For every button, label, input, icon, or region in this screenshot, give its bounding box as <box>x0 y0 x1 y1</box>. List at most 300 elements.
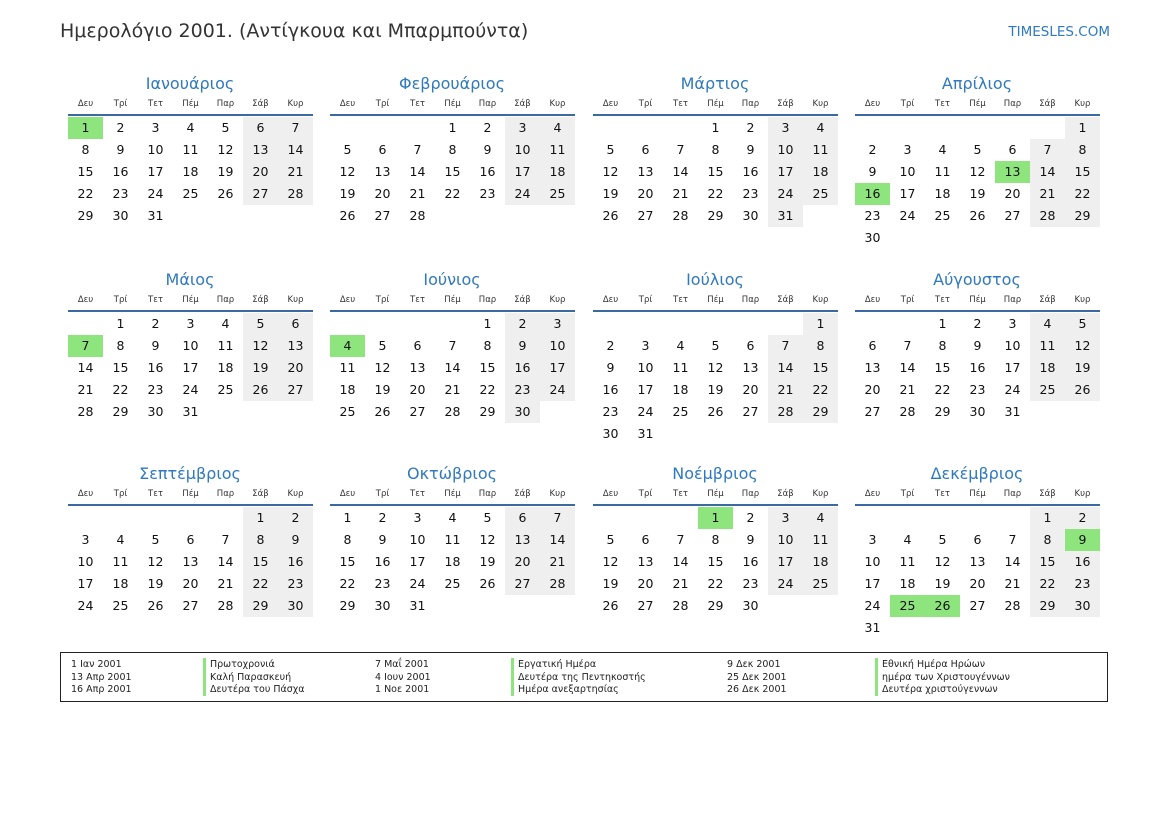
day-cell: 24 <box>77 598 94 613</box>
day-cell: 6 <box>641 142 650 157</box>
month-block <box>67 269 313 423</box>
weekday-label: Κυρ <box>287 489 304 499</box>
day-cell: 28 <box>409 208 426 223</box>
weekday-label: Τετ <box>673 99 688 109</box>
day-cell: 17 <box>864 576 881 591</box>
legend-holiday-name: Δευτέρα χριστούγεννων <box>875 683 998 696</box>
weekday-label: Πέμ <box>444 295 461 305</box>
weekday-header <box>593 488 838 506</box>
day-cell: 29 <box>339 598 356 613</box>
day-cell: 30 <box>742 598 759 613</box>
day-cell: 24 <box>768 573 803 595</box>
day-cell: 27 <box>374 208 391 223</box>
holiday-day-cell: 9 <box>1065 529 1100 551</box>
month-name: Δεκέμβριος <box>930 464 1024 483</box>
day-cell: 26 <box>707 404 724 419</box>
day-cell: 8 <box>243 529 278 551</box>
day-cell: 2 <box>973 316 982 331</box>
day-cell: 14 <box>278 139 313 161</box>
day-cell: 13 <box>182 554 199 569</box>
day-cell: 31 <box>768 205 803 227</box>
day-cell: 7 <box>221 532 230 547</box>
day-cell: 27 <box>243 183 278 205</box>
day-cell: 8 <box>116 338 125 353</box>
weekday-label: Σάβ <box>1039 489 1056 499</box>
days-grid <box>330 117 575 227</box>
day-cell: 3 <box>540 313 575 335</box>
weekday-label: Τετ <box>673 295 688 305</box>
day-cell: 28 <box>77 404 94 419</box>
weekday-label: Σάβ <box>777 99 794 109</box>
empty-cell <box>855 313 890 335</box>
day-cell: 7 <box>676 142 685 157</box>
weekday-label: Τετ <box>148 99 163 109</box>
empty-cell <box>435 313 470 335</box>
weekday-label: Τετ <box>935 295 950 305</box>
day-cell: 20 <box>505 551 540 573</box>
day-cell: 23 <box>278 573 313 595</box>
day-cell: 10 <box>1004 338 1021 353</box>
day-cell: 20 <box>182 576 199 591</box>
day-cell: 10 <box>768 529 803 551</box>
day-cell: 13 <box>278 335 313 357</box>
day-cell: 18 <box>803 551 838 573</box>
day-cell: 6 <box>278 313 313 335</box>
legend-holiday-name: Πρωτοχρονιά <box>203 658 275 671</box>
weekday-label: Πέμ <box>969 295 986 305</box>
day-cell: 25 <box>444 576 461 591</box>
empty-cell <box>925 507 960 529</box>
day-cell: 7 <box>768 335 803 357</box>
day-cell: 11 <box>112 554 129 569</box>
day-cell: 3 <box>1008 316 1017 331</box>
day-cell: 2 <box>116 120 125 135</box>
day-cell: 13 <box>374 164 391 179</box>
day-cell: 26 <box>243 379 278 401</box>
weekday-header <box>855 98 1100 116</box>
day-cell: 20 <box>637 576 654 591</box>
day-cell: 7 <box>540 507 575 529</box>
day-cell: 7 <box>903 338 912 353</box>
day-cell: 4 <box>221 316 230 331</box>
month-block <box>329 269 575 423</box>
legend-date: 16 Απρ 2001 <box>71 684 132 695</box>
day-cell: 4 <box>1030 313 1065 335</box>
day-cell: 14 <box>444 360 461 375</box>
day-cell: 24 <box>540 379 575 401</box>
brand-link[interactable]: TIMESLES.COM <box>1008 24 1110 40</box>
day-cell: 4 <box>116 532 125 547</box>
day-cell: 17 <box>1004 360 1021 375</box>
day-cell: 21 <box>1004 576 1021 591</box>
day-cell: 9 <box>378 532 387 547</box>
weekday-label: Τετ <box>410 99 425 109</box>
empty-cell <box>365 117 400 139</box>
day-cell: 26 <box>374 404 391 419</box>
weekday-label: Παρ <box>478 489 497 499</box>
day-cell: 9 <box>483 142 492 157</box>
day-cell: 23 <box>602 404 619 419</box>
day-cell: 23 <box>479 186 496 201</box>
day-cell: 2 <box>1065 507 1100 529</box>
day-cell: 17 <box>768 161 803 183</box>
day-cell: 5 <box>221 120 230 135</box>
weekday-label: Σάβ <box>514 295 531 305</box>
day-cell: 30 <box>742 208 759 223</box>
day-cell: 13 <box>409 360 426 375</box>
weekday-label: Τετ <box>410 295 425 305</box>
day-cell: 9 <box>505 335 540 357</box>
day-cell: 18 <box>1030 357 1065 379</box>
month-block <box>592 269 838 445</box>
legend-holiday-name: Εθνική Ημέρα Ηρώων <box>875 658 985 671</box>
month-name: Σεπτέμβριος <box>139 464 241 483</box>
day-cell: 4 <box>676 338 685 353</box>
holiday-day-cell: 1 <box>68 117 103 139</box>
day-cell: 15 <box>1030 551 1065 573</box>
day-cell: 27 <box>278 379 313 401</box>
weekday-label: Τρί <box>638 295 653 305</box>
day-cell: 15 <box>479 360 496 375</box>
day-cell: 22 <box>1065 183 1100 205</box>
day-cell: 18 <box>803 161 838 183</box>
day-cell: 10 <box>409 532 426 547</box>
day-cell: 5 <box>483 510 492 525</box>
legend-holiday-name: ημέρα των Χριστουγέννων <box>875 671 1010 684</box>
day-cell: 16 <box>742 164 759 179</box>
day-cell: 7 <box>278 117 313 139</box>
weekday-label: Δευ <box>339 489 356 499</box>
day-cell: 20 <box>637 186 654 201</box>
day-cell: 20 <box>864 382 881 397</box>
day-cell: 1 <box>803 313 838 335</box>
empty-cell <box>68 313 103 335</box>
day-cell: 17 <box>505 161 540 183</box>
day-cell: 6 <box>413 338 422 353</box>
day-cell: 16 <box>602 382 619 397</box>
day-cell: 3 <box>186 316 195 331</box>
day-cell: 9 <box>746 142 755 157</box>
day-cell: 6 <box>868 338 877 353</box>
day-cell: 14 <box>77 360 94 375</box>
month-block <box>592 73 838 227</box>
day-cell: 27 <box>1004 208 1021 223</box>
days-grid <box>68 313 313 423</box>
day-cell: 9 <box>278 529 313 551</box>
day-cell: 7 <box>676 532 685 547</box>
weekday-label: Πέμ <box>707 295 724 305</box>
day-cell: 21 <box>672 186 689 201</box>
weekday-label: Τετ <box>148 489 163 499</box>
day-cell: 9 <box>868 164 877 179</box>
day-cell: 11 <box>540 139 575 161</box>
day-cell: 19 <box>707 382 724 397</box>
day-cell: 21 <box>409 186 426 201</box>
day-cell: 2 <box>378 510 387 525</box>
day-cell: 29 <box>479 404 496 419</box>
day-cell: 1 <box>243 507 278 529</box>
day-cell: 29 <box>243 595 278 617</box>
empty-cell <box>330 117 365 139</box>
day-cell: 12 <box>339 164 356 179</box>
day-cell: 18 <box>540 161 575 183</box>
empty-cell <box>593 313 628 335</box>
day-cell: 3 <box>903 142 912 157</box>
weekday-label: Κυρ <box>1074 489 1091 499</box>
day-cell: 24 <box>899 208 916 223</box>
month-name: Οκτώβριος <box>406 464 497 483</box>
day-cell: 8 <box>711 532 720 547</box>
legend-date: 1 Νοε 2001 <box>375 684 430 695</box>
day-cell: 17 <box>182 360 199 375</box>
month-name: Μάιος <box>165 270 215 289</box>
weekday-label: Τρί <box>900 295 915 305</box>
day-cell: 26 <box>217 186 234 201</box>
day-cell: 27 <box>409 404 426 419</box>
day-cell: 16 <box>1065 551 1100 573</box>
day-cell: 11 <box>339 360 356 375</box>
day-cell: 25 <box>803 183 838 205</box>
day-cell: 5 <box>378 338 387 353</box>
day-cell: 19 <box>243 357 278 379</box>
day-cell: 13 <box>969 554 986 569</box>
weekday-label: Τρί <box>375 295 390 305</box>
day-cell: 17 <box>768 551 803 573</box>
empty-cell <box>68 507 103 529</box>
empty-cell <box>960 117 995 139</box>
day-cell: 16 <box>742 554 759 569</box>
month-name: Αύγουστος <box>933 270 1021 289</box>
day-cell: 1 <box>343 510 352 525</box>
holiday-day-cell: 16 <box>855 183 890 205</box>
empty-cell <box>208 507 243 529</box>
month-block <box>329 73 575 227</box>
legend-holiday-name: Καλή Παρασκευή <box>203 671 291 684</box>
day-cell: 19 <box>479 554 496 569</box>
day-cell: 3 <box>641 338 650 353</box>
weekday-label: Πέμ <box>182 295 199 305</box>
day-cell: 6 <box>973 532 982 547</box>
day-cell: 7 <box>448 338 457 353</box>
day-cell: 27 <box>637 598 654 613</box>
day-cell: 3 <box>768 507 803 529</box>
weekday-label: Σάβ <box>252 295 269 305</box>
day-cell: 23 <box>864 208 881 223</box>
day-cell: 18 <box>217 360 234 375</box>
month-name: Ιούνιος <box>423 270 481 289</box>
day-cell: 25 <box>803 573 838 595</box>
day-cell: 27 <box>864 404 881 419</box>
day-cell: 18 <box>934 186 951 201</box>
weekday-header <box>68 488 313 506</box>
day-cell: 11 <box>934 164 951 179</box>
weekday-label: Τρί <box>900 489 915 499</box>
weekday-label: Σάβ <box>1039 99 1056 109</box>
weekday-label: Πέμ <box>444 99 461 109</box>
weekday-label: Δευ <box>77 489 94 499</box>
day-cell: 28 <box>444 404 461 419</box>
day-cell: 13 <box>637 164 654 179</box>
day-cell: 1 <box>1065 117 1100 139</box>
day-cell: 6 <box>186 532 195 547</box>
day-cell: 29 <box>77 208 94 223</box>
weekday-label: Κυρ <box>812 295 829 305</box>
day-cell: 19 <box>602 576 619 591</box>
day-cell: 22 <box>1030 573 1065 595</box>
weekday-label: Τετ <box>148 295 163 305</box>
empty-cell <box>733 313 768 335</box>
day-cell: 6 <box>378 142 387 157</box>
day-cell: 22 <box>934 382 951 397</box>
day-cell: 5 <box>1065 313 1100 335</box>
weekday-label: Δευ <box>602 489 619 499</box>
day-cell: 23 <box>1065 573 1100 595</box>
day-cell: 31 <box>409 598 426 613</box>
day-cell: 1 <box>711 120 720 135</box>
day-cell: 17 <box>540 357 575 379</box>
weekday-header <box>593 98 838 116</box>
day-cell: 19 <box>374 382 391 397</box>
empty-cell <box>890 507 925 529</box>
day-cell: 30 <box>1065 595 1100 617</box>
weekday-label: Τρί <box>375 489 390 499</box>
weekday-label: Παρ <box>1003 295 1022 305</box>
weekday-label: Σάβ <box>777 295 794 305</box>
day-cell: 13 <box>742 360 759 375</box>
day-cell: 2 <box>746 120 755 135</box>
legend-date: 1 Ιαν 2001 <box>71 659 122 670</box>
month-name: Ιανουάριος <box>145 74 235 93</box>
day-cell: 9 <box>973 338 982 353</box>
holiday-day-cell: 4 <box>330 335 365 357</box>
day-cell: 15 <box>707 164 724 179</box>
weekday-label: Παρ <box>216 489 235 499</box>
month-name: Απρίλιος <box>941 74 1013 93</box>
day-cell: 1 <box>448 120 457 135</box>
day-cell: 4 <box>186 120 195 135</box>
day-cell: 3 <box>505 117 540 139</box>
day-cell: 12 <box>934 554 951 569</box>
day-cell: 31 <box>637 426 654 441</box>
day-cell: 18 <box>339 382 356 397</box>
month-block <box>854 269 1100 423</box>
day-cell: 6 <box>243 117 278 139</box>
day-cell: 28 <box>899 404 916 419</box>
weekday-label: Παρ <box>1003 489 1022 499</box>
weekday-header <box>330 488 575 506</box>
day-cell: 8 <box>81 142 90 157</box>
days-grid <box>855 117 1100 249</box>
days-grid <box>855 507 1100 639</box>
day-cell: 8 <box>343 532 352 547</box>
weekday-label: Πέμ <box>182 489 199 499</box>
weekday-label: Σάβ <box>777 489 794 499</box>
weekday-label: Δευ <box>864 99 881 109</box>
day-cell: 7 <box>1008 532 1017 547</box>
day-cell: 14 <box>899 360 916 375</box>
weekday-label: Τρί <box>113 295 128 305</box>
day-cell: 20 <box>742 382 759 397</box>
day-cell: 26 <box>1065 379 1100 401</box>
weekday-label: Δευ <box>339 295 356 305</box>
empty-cell <box>400 117 435 139</box>
day-cell: 30 <box>602 426 619 441</box>
day-cell: 20 <box>409 382 426 397</box>
day-cell: 9 <box>151 338 160 353</box>
day-cell: 12 <box>217 142 234 157</box>
day-cell: 18 <box>112 576 129 591</box>
weekday-label: Κυρ <box>812 99 829 109</box>
day-cell: 25 <box>934 208 951 223</box>
days-grid <box>330 507 575 617</box>
legend-holiday-name: Δευτέρα του Πάσχα <box>203 683 305 696</box>
month-name: Ιούλιος <box>686 270 744 289</box>
empty-cell <box>365 313 400 335</box>
day-cell: 6 <box>1008 142 1017 157</box>
weekday-label: Σάβ <box>252 489 269 499</box>
day-cell: 13 <box>637 554 654 569</box>
day-cell: 23 <box>112 186 129 201</box>
weekday-label: Κυρ <box>549 295 566 305</box>
legend-date: 13 Απρ 2001 <box>71 671 132 683</box>
legend-date: 25 Δεκ 2001 <box>727 671 787 683</box>
day-cell: 21 <box>217 576 234 591</box>
month-name: Νοέμβριος <box>672 464 758 483</box>
weekday-header <box>593 294 838 312</box>
day-cell: 16 <box>112 164 129 179</box>
weekday-label: Πέμ <box>969 489 986 499</box>
day-cell: 30 <box>864 230 881 245</box>
weekday-label: Σάβ <box>514 99 531 109</box>
weekday-label: Σάβ <box>1039 295 1056 305</box>
days-grid <box>593 313 838 445</box>
weekday-label: Πέμ <box>969 99 986 109</box>
day-cell: 27 <box>505 573 540 595</box>
day-cell: 23 <box>505 379 540 401</box>
day-cell: 27 <box>742 404 759 419</box>
weekday-label: Δευ <box>864 295 881 305</box>
day-cell: 25 <box>339 404 356 419</box>
day-cell: 11 <box>803 529 838 551</box>
weekday-label: Τρί <box>113 99 128 109</box>
empty-cell <box>995 507 1030 529</box>
day-cell: 10 <box>505 139 540 161</box>
day-cell: 15 <box>339 554 356 569</box>
day-cell: 15 <box>1065 161 1100 183</box>
day-cell: 18 <box>899 576 916 591</box>
day-cell: 26 <box>339 208 356 223</box>
day-cell: 16 <box>479 164 496 179</box>
day-cell: 15 <box>707 554 724 569</box>
day-cell: 31 <box>864 620 881 635</box>
weekday-label: Πέμ <box>444 489 461 499</box>
day-cell: 26 <box>969 208 986 223</box>
weekday-label: Παρ <box>741 489 760 499</box>
weekday-label: Τετ <box>673 489 688 499</box>
day-cell: 24 <box>768 183 803 205</box>
day-cell: 10 <box>864 554 881 569</box>
weekday-label: Δευ <box>77 295 94 305</box>
day-cell: 20 <box>278 357 313 379</box>
empty-cell <box>628 313 663 335</box>
legend-date: 26 Δεκ 2001 <box>727 684 787 695</box>
day-cell: 19 <box>339 186 356 201</box>
days-grid <box>593 117 838 227</box>
day-cell: 28 <box>217 598 234 613</box>
weekday-label: Παρ <box>1003 99 1022 109</box>
day-cell: 18 <box>672 382 689 397</box>
day-cell: 22 <box>77 186 94 201</box>
